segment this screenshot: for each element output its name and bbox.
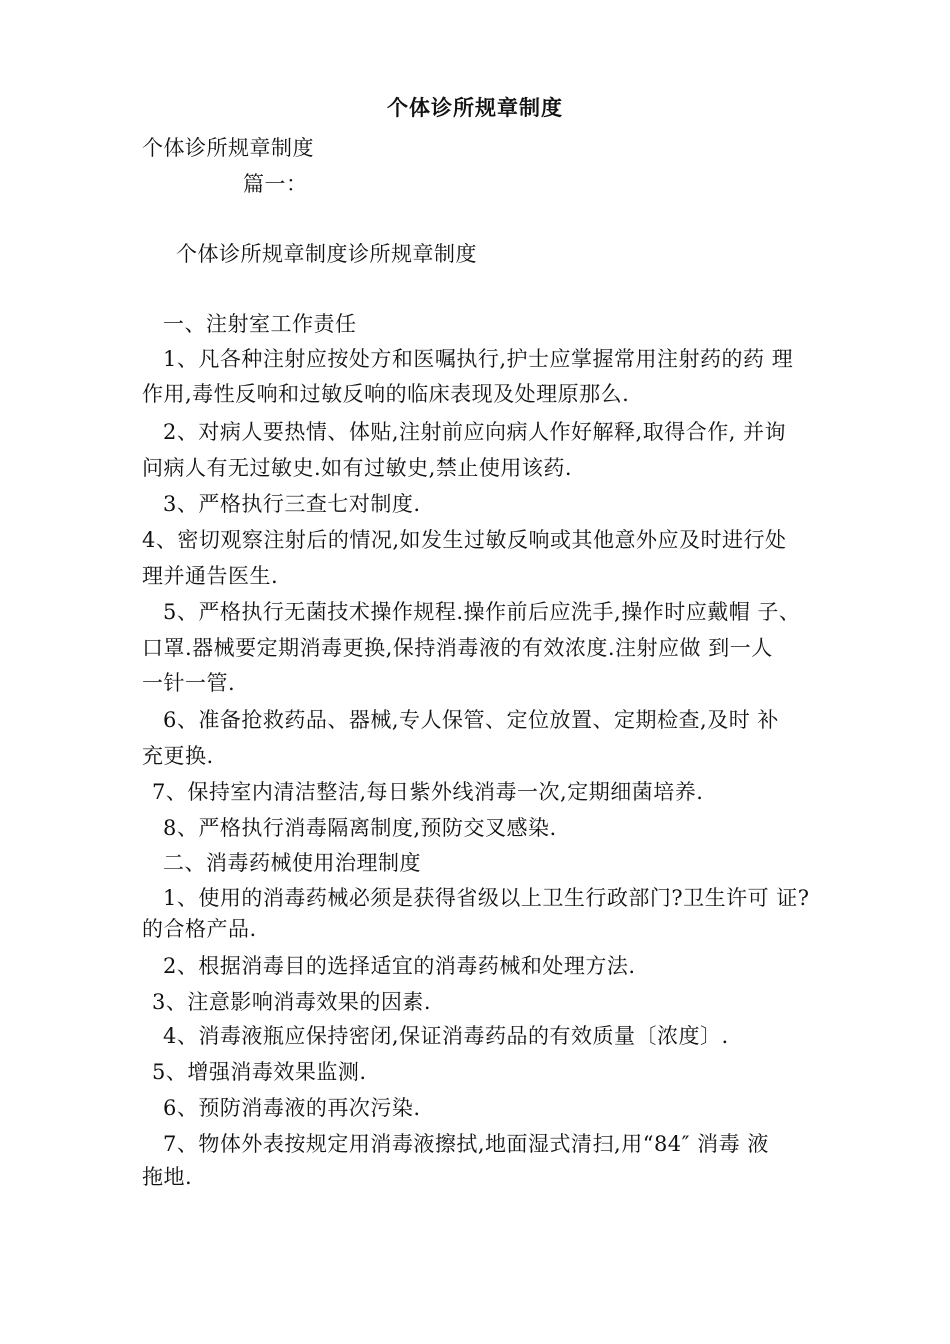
paragraph-line: 一针一管. xyxy=(142,671,236,695)
paragraph-line: 6、预防消毒液的再次污染. xyxy=(163,1096,421,1120)
section-title: 二、消毒药械使用治理制度 xyxy=(163,851,421,875)
section-heading: 个体诊所规章制度诊所规章制度 xyxy=(176,242,477,266)
paragraph-line: 5、严格执行无菌技术操作规程.操作前后应洗手,操作时应戴帽 子、 xyxy=(163,600,801,624)
document-subtitle: 个体诊所规章制度 xyxy=(142,136,314,160)
paragraph-line: 1、凡各种注射应按处方和医嘱执行,护士应掌握常用注射药的药 理 xyxy=(163,347,794,371)
paragraph-line: 拖地. xyxy=(142,1165,193,1189)
paragraph-line: 2、对病人要热情、体贴,注射前应向病人作好解释,取得合作, 并询 xyxy=(163,420,787,444)
paragraph-line: 的合格产品. xyxy=(142,917,257,941)
paragraph-line: 2、根据消毒目的选择适宜的消毒药械和处理方法. xyxy=(163,954,636,978)
paragraph-line: 理并通告医生. xyxy=(142,564,279,588)
paragraph-line: 7、保持室内清洁整洁,每日紫外线消毒一次,定期细菌培养. xyxy=(152,780,704,804)
paragraph-line: 6、准备抢救药品、器械,专人保管、定位放置、定期检查,及时 补 xyxy=(163,708,779,732)
part-label: 篇一： xyxy=(243,172,308,196)
paragraph-line: 口罩.器械要定期消毒更换,保持消毒液的有效浓度.注射应做 到一人 xyxy=(142,636,773,660)
section-title: 一、注射室工作责任 xyxy=(163,312,357,336)
paragraph-line: 1、使用的消毒药械必须是获得省级以上卫生行政部门?卫生许可 证? xyxy=(163,886,810,910)
paragraph-line: 3、注意影响消毒效果的因素. xyxy=(152,990,432,1014)
paragraph-line: 作用,毒性反响和过敏反响的临床表现及处理原那么. xyxy=(142,382,630,406)
paragraph-line: 7、物体外表按规定用消毒液擦拭,地面湿式清扫,用“84″ 消毒 液 xyxy=(163,1132,769,1156)
paragraph-line: 充更换. xyxy=(142,744,214,768)
paragraph-line: 问病人有无过敏史.如有过敏史,禁止使用该药. xyxy=(142,456,573,480)
paragraph-line: 3、严格执行三查七对制度. xyxy=(163,492,421,516)
paragraph-line: 5、增强消毒效果监测. xyxy=(152,1060,367,1084)
document-title: 个体诊所规章制度 xyxy=(387,95,563,120)
paragraph-line: 4、密切观察注射后的情况,如发生过敏反响或其他意外应及时进行处 xyxy=(142,528,787,552)
paragraph-line: 8、严格执行消毒隔离制度,预防交叉感染. xyxy=(163,816,557,840)
paragraph-line: 4、消毒液瓶应保持密闭,保证消毒药品的有效质量〔浓度〕. xyxy=(163,1024,729,1048)
